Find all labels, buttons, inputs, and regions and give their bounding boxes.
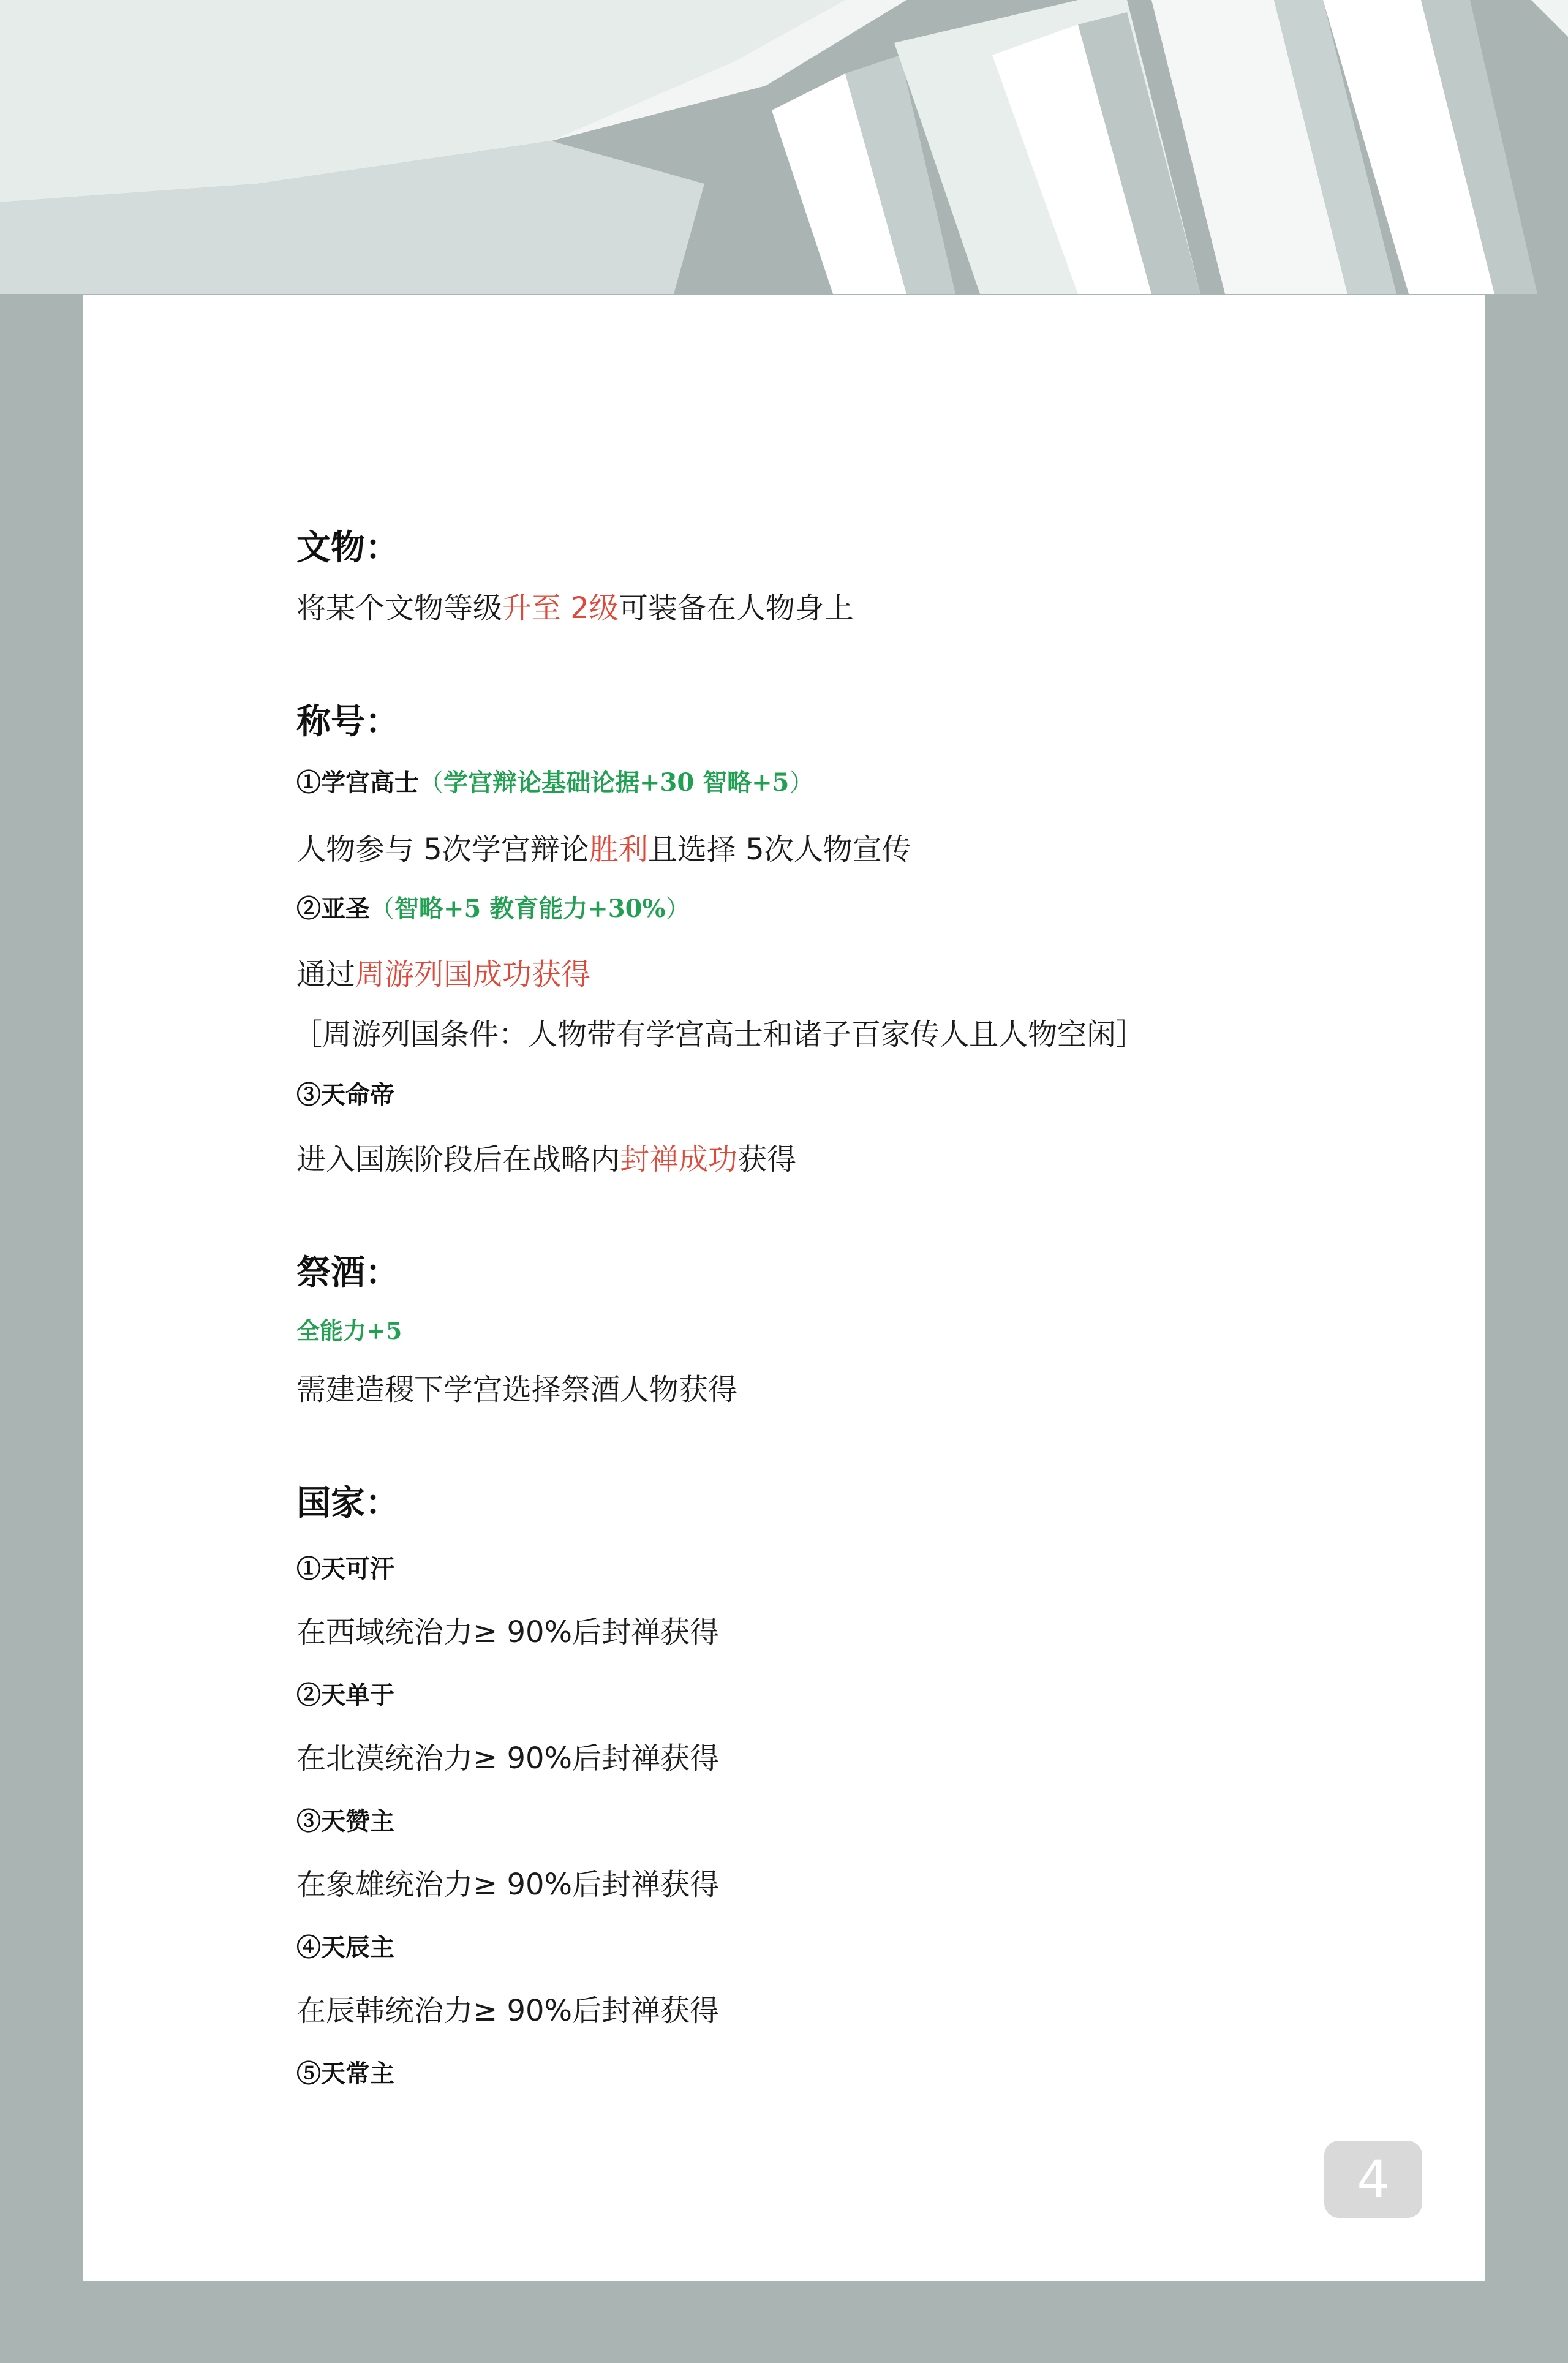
title-2-paren-close: ） [665,895,690,923]
title-1-desc-text: 人物参与 5次学宫辩论 [296,832,589,867]
title-3-label: ③天命帝 [296,1080,394,1109]
title-2-desc-text: 通过 [296,957,356,992]
title-2-desc [296,951,590,993]
jijiu-desc: 需建造稷下学宫选择祭酒人物获得 [296,1373,738,1407]
relic-heading: 文物： [296,528,399,568]
title-3-highlight: 封禅成功 [620,1142,738,1177]
header-architecture-image [0,0,1568,294]
title-1-desc-text-end: 且选择 5次人物宣传 [647,832,911,867]
nation-2-label: ②天单于 [296,1681,394,1709]
title-2-paren-open: （ [370,895,394,923]
title-1-bonus: 学宫辩论基础论据+30 智略+5 [443,768,790,797]
title-3-desc-text-end: 获得 [737,1142,797,1177]
relic-line [296,584,854,627]
relic-line-text: 将某个文物等级 [296,591,503,625]
nation-4-desc: 在辰韩统治力≥ 90%后封禅获得 [296,1994,720,2028]
nation-3-label: ③天赞主 [296,1807,394,1836]
title-1-desc [296,826,911,868]
titles-heading: 称号： [296,702,399,742]
nation-4-label: ④天辰主 [296,1933,394,1962]
jijiu-bonus: 全能力+5 [296,1317,402,1344]
title-3-desc [296,1136,796,1178]
title-3-desc-text: 进入国族阶段后在战略内 [296,1142,620,1177]
title-2-label: ②亚圣 [296,894,370,923]
page-number-badge: 4 [1324,2141,1422,2218]
title-1-paren-close: ） [789,769,814,797]
title-2-line [296,889,690,924]
title-1-paren-open: （ [419,769,443,797]
title-1-line [296,763,813,798]
title-2-bonus: 智略+5 教育能力+30% [394,894,666,923]
title-2-highlight: 周游列国成功获得 [355,957,591,992]
jijiu-heading: 祭酒： [296,1253,399,1293]
title-1-highlight: 胜利 [589,832,648,867]
title-1-label: ①学宫高士 [296,768,419,797]
nation-5-label: ⑤天常主 [296,2059,394,2088]
relic-line-text-end: 可装备在人物身上 [618,591,854,625]
nation-1-label: ①天可汗 [296,1555,394,1583]
nation-1-desc: 在西域统治力≥ 90%后封禅获得 [296,1615,720,1649]
title-2-condition: ［周游列国条件：人物带有学宫高士和诸子百家传人且人物空闲］ [293,1017,1146,1052]
nation-heading: 国家： [296,1483,399,1523]
nation-2-desc: 在北漠统治力≥ 90%后封禅获得 [296,1741,720,1776]
nation-3-desc: 在象雄统治力≥ 90%后封禅获得 [296,1867,720,1902]
relic-highlight: 升至 2级 [502,591,619,625]
